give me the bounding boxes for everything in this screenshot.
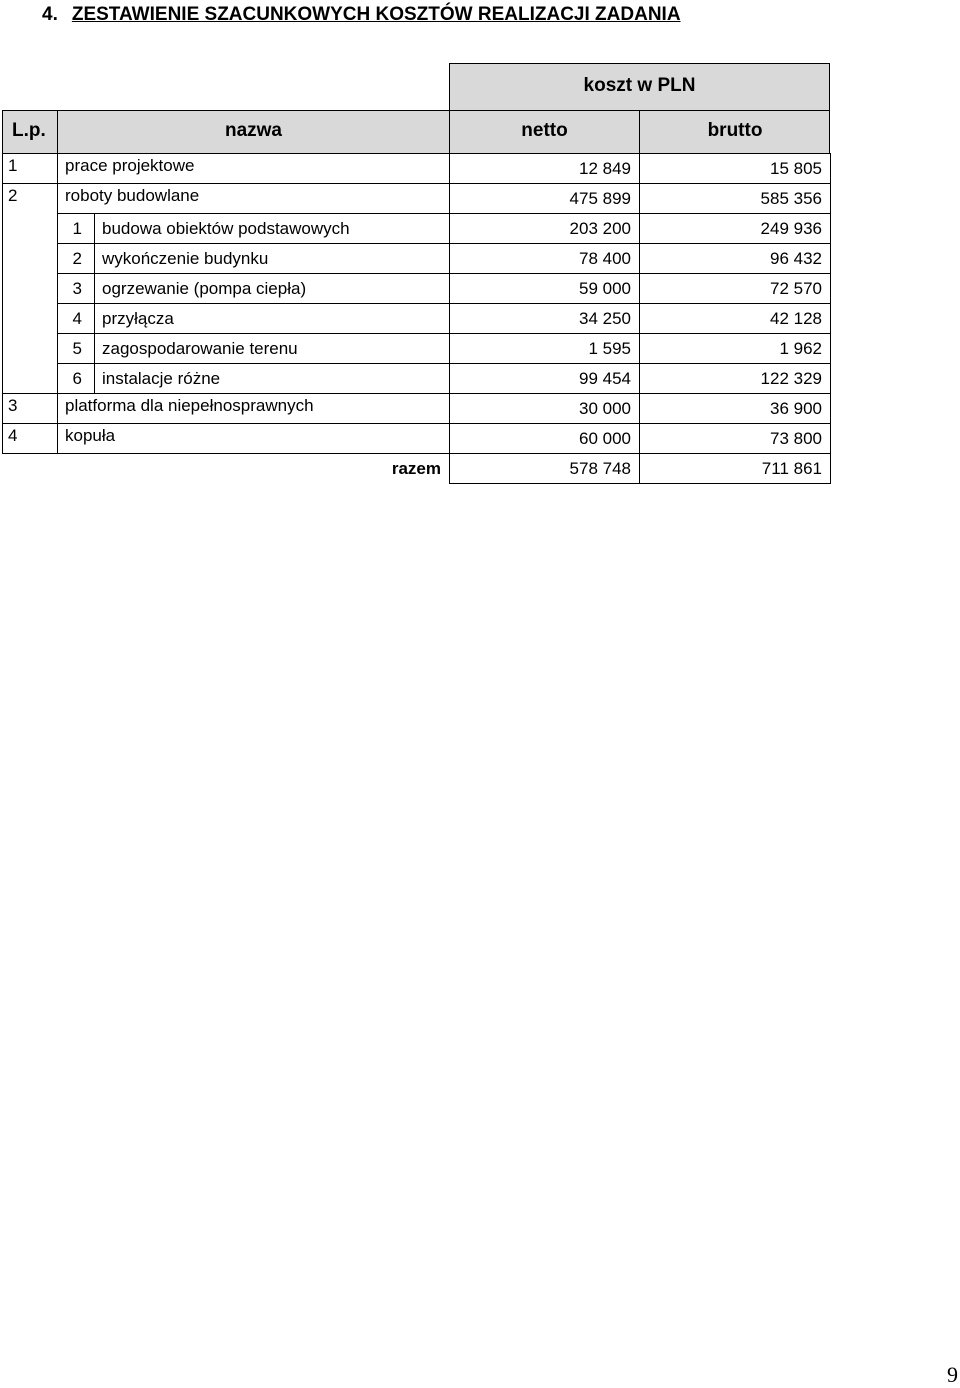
total-bottom-line — [449, 483, 831, 484]
row-netto: 12 849 — [579, 159, 631, 178]
row-line — [2, 183, 831, 184]
row-name: budowa obiektów podstawowych — [102, 219, 350, 238]
row-brutto: 72 570 — [770, 279, 822, 298]
row-name: platforma dla niepełnosprawnych — [65, 396, 314, 415]
group-header-label: koszt w PLN — [583, 75, 696, 96]
table-border-right — [830, 153, 831, 483]
row-sub-number: 2 — [72, 249, 82, 268]
row-brutto: 36 900 — [770, 399, 822, 418]
row-netto: 34 250 — [579, 309, 631, 328]
row-sub-number: 5 — [72, 339, 82, 358]
col-sep-sub — [94, 333, 95, 363]
group-header — [449, 63, 830, 111]
col-sep-sub — [94, 273, 95, 303]
row-netto: 1 595 — [588, 339, 631, 358]
section-heading — [42, 4, 681, 26]
row-name: ogrzewanie (pompa ciepła) — [102, 279, 307, 298]
row-netto: 59 000 — [579, 279, 631, 298]
col-sep-sub — [94, 243, 95, 273]
row-netto: 78 400 — [579, 249, 631, 268]
row-brutto: 1 962 — [779, 339, 822, 358]
row-line — [2, 393, 831, 394]
header-lp: L.p. — [12, 120, 46, 141]
total-label: razem — [391, 459, 441, 478]
row-line — [57, 303, 831, 304]
row-lp: 2 — [8, 186, 18, 205]
row-sub-number: 3 — [72, 279, 82, 298]
row-name: kopuła — [65, 426, 116, 445]
header-netto: netto — [521, 120, 568, 141]
row-name: zagospodarowanie terenu — [102, 339, 298, 358]
row-netto: 60 000 — [579, 429, 631, 448]
row-brutto: 15 805 — [770, 159, 822, 178]
row-brutto: 73 800 — [770, 429, 822, 448]
row-line — [57, 243, 831, 244]
row-lp: 1 — [8, 156, 18, 175]
section-number: 4. — [42, 4, 58, 25]
total-brutto: 711 861 — [761, 459, 822, 478]
row-lp: 3 — [8, 396, 18, 415]
row-brutto: 585 356 — [760, 189, 822, 208]
page-number: 9 — [947, 1362, 958, 1387]
row-netto: 203 200 — [569, 219, 631, 238]
section-title: ZESTAWIENIE SZACUNKOWYCH KOSZTÓW REALIZACJI ZADANIA — [71, 4, 681, 25]
row-sub-number: 6 — [72, 369, 82, 388]
row-name: prace projektowe — [65, 156, 195, 175]
col-sep-sub — [94, 303, 95, 333]
row-sub-number: 1 — [72, 219, 82, 238]
row-line — [57, 363, 831, 364]
row-line — [2, 453, 831, 454]
row-name: instalacje różne — [102, 369, 221, 388]
row-netto: 30 000 — [579, 399, 631, 418]
header-brutto: brutto — [707, 120, 763, 141]
row-brutto: 122 329 — [760, 369, 822, 388]
row-line — [57, 213, 831, 214]
row-netto: 475 899 — [569, 189, 631, 208]
row-name: roboty budowlane — [65, 186, 200, 205]
row-lp: 4 — [8, 426, 18, 445]
row-sub-number: 4 — [72, 309, 82, 328]
row-line — [57, 333, 831, 334]
col-sep-sub — [94, 213, 95, 243]
col-sep-sub — [94, 363, 95, 393]
header-nazwa: nazwa — [224, 120, 283, 141]
row-line — [2, 423, 831, 424]
row-brutto: 42 128 — [770, 309, 822, 328]
row-netto: 99 454 — [579, 369, 631, 388]
row-line — [57, 273, 831, 274]
row-brutto: 249 936 — [760, 219, 822, 238]
row-brutto: 96 432 — [770, 249, 822, 268]
row-name: przyłącza — [102, 309, 174, 328]
row-name: wykończenie budynku — [102, 249, 269, 268]
table-border-left — [2, 153, 3, 453]
total-netto: 578 748 — [569, 459, 631, 478]
